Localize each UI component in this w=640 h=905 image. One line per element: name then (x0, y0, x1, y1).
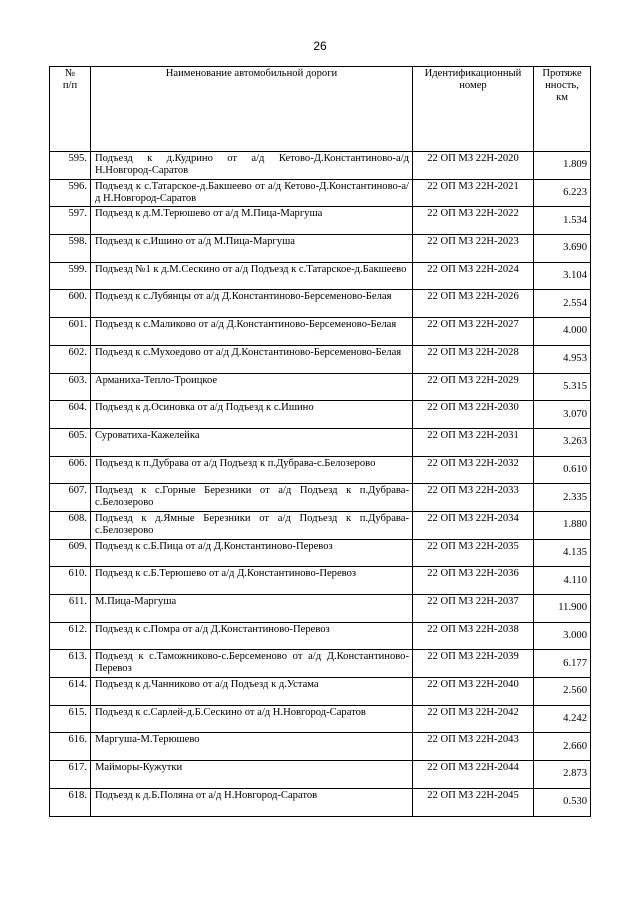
table-row (50, 318, 591, 346)
table-row (50, 456, 591, 484)
road-name: Подъезд к д.М.Терюшево от а/д М.Пица-Маргуша (91, 207, 413, 235)
road-identifier: 22 ОП МЗ 22Н-2034 (413, 511, 534, 539)
row-number: 603. (50, 373, 91, 401)
header-number: № п/п (50, 67, 91, 152)
road-name: Подъезд к с.Ишино от а/д М.Пица-Маргуша (91, 235, 413, 263)
road-length: 2.873 (534, 761, 591, 789)
table-row (50, 622, 591, 650)
table-row (50, 733, 591, 761)
row-number: 614. (50, 678, 91, 706)
road-length: 1.534 (534, 207, 591, 235)
row-number: 607. (50, 484, 91, 512)
road-length: 2.335 (534, 484, 591, 512)
road-identifier: 22 ОП МЗ 22Н-2042 (413, 705, 534, 733)
road-name: Подъезд к с.Маликово от а/д Д.Константиново-Берсеменово-Белая (91, 318, 413, 346)
table-header-row (50, 67, 591, 152)
road-name: Подъезд к с.Б.Терюшево от а/д Д.Константиново-Перевоз (91, 567, 413, 595)
row-number: 613. (50, 650, 91, 678)
table-body (50, 152, 591, 817)
table-row (50, 567, 591, 595)
row-number: 598. (50, 235, 91, 263)
row-number: 596. (50, 179, 91, 207)
road-name: Подъезд к с.Б.Пица от а/д Д.Константиново-Перевоз (91, 539, 413, 567)
road-name: Подъезд №1 к д.М.Сескино от а/д Подъезд к с.Татарское-д.Бакшеево (91, 262, 413, 290)
road-identifier: 22 ОП МЗ 22Н-2020 (413, 152, 534, 180)
road-identifier: 22 ОП МЗ 22Н-2032 (413, 456, 534, 484)
row-number: 606. (50, 456, 91, 484)
table-row (50, 428, 591, 456)
road-length: 2.554 (534, 290, 591, 318)
table-row (50, 539, 591, 567)
road-name: Подъезд к д.Кудрино от а/д Кетово-Д.Константиново-а/д Н.Новгород-Саратов (91, 152, 413, 180)
road-name: Маргуша-М.Терюшево (91, 733, 413, 761)
row-number: 600. (50, 290, 91, 318)
header-identifier: Идентификационный номер (413, 67, 534, 152)
row-number: 601. (50, 318, 91, 346)
road-length: 6.177 (534, 650, 591, 678)
table-row (50, 207, 591, 235)
road-identifier: 22 ОП МЗ 22Н-2036 (413, 567, 534, 595)
road-identifier: 22 ОП МЗ 22Н-2045 (413, 788, 534, 816)
road-identifier: 22 ОП МЗ 22Н-2038 (413, 622, 534, 650)
row-number: 618. (50, 788, 91, 816)
table-row (50, 152, 591, 180)
road-length: 3.070 (534, 401, 591, 429)
row-number: 615. (50, 705, 91, 733)
road-name: Подъезд к д.Чанниково от а/д Подъезд к д.Устама (91, 678, 413, 706)
row-number: 604. (50, 401, 91, 429)
road-identifier: 22 ОП МЗ 22Н-2028 (413, 345, 534, 373)
table-row (50, 788, 591, 816)
road-name: Подъезд к п.Дубрава от а/д Подъезд к п.Дубрава-с.Белозерово (91, 456, 413, 484)
row-number: 609. (50, 539, 91, 567)
table-row (50, 179, 591, 207)
road-identifier: 22 ОП МЗ 22Н-2033 (413, 484, 534, 512)
table-row (50, 650, 591, 678)
road-length: 2.660 (534, 733, 591, 761)
road-length: 0.530 (534, 788, 591, 816)
road-identifier: 22 ОП МЗ 22Н-2044 (413, 761, 534, 789)
road-identifier: 22 ОП МЗ 22Н-2031 (413, 428, 534, 456)
road-identifier: 22 ОП МЗ 22Н-2030 (413, 401, 534, 429)
table-row (50, 290, 591, 318)
row-number: 616. (50, 733, 91, 761)
road-identifier: 22 ОП МЗ 22Н-2027 (413, 318, 534, 346)
road-name: Подъезд к с.Горные Березники от а/д Подъезд к п.Дубрава-с.Белозерово (91, 484, 413, 512)
road-length: 0.610 (534, 456, 591, 484)
road-length: 4.135 (534, 539, 591, 567)
table-row (50, 373, 591, 401)
table-row (50, 484, 591, 512)
road-identifier: 22 ОП МЗ 22Н-2040 (413, 678, 534, 706)
road-length: 4.110 (534, 567, 591, 595)
road-name: Подъезд к с.Мухоедово от а/д Д.Константиново-Берсеменово-Белая (91, 345, 413, 373)
road-identifier: 22 ОП МЗ 22Н-2022 (413, 207, 534, 235)
row-number: 612. (50, 622, 91, 650)
road-name: Подъезд к с.Помра от а/д Д.Константиново-Перевоз (91, 622, 413, 650)
row-number: 599. (50, 262, 91, 290)
road-length: 3.263 (534, 428, 591, 456)
road-length: 4.000 (534, 318, 591, 346)
row-number: 617. (50, 761, 91, 789)
road-identifier: 22 ОП МЗ 22Н-2043 (413, 733, 534, 761)
table-row (50, 511, 591, 539)
row-number: 611. (50, 595, 91, 623)
road-length: 3.690 (534, 235, 591, 263)
table-row (50, 262, 591, 290)
row-number: 595. (50, 152, 91, 180)
road-name: Арманиха-Тепло-Троицкое (91, 373, 413, 401)
road-length: 11.900 (534, 595, 591, 623)
row-number: 597. (50, 207, 91, 235)
table-row (50, 595, 591, 623)
road-identifier: 22 ОП МЗ 22Н-2021 (413, 179, 534, 207)
road-identifier: 22 ОП МЗ 22Н-2035 (413, 539, 534, 567)
header-road-name: Наименование автомобильной дороги (91, 67, 413, 152)
row-number: 605. (50, 428, 91, 456)
road-identifier: 22 ОП МЗ 22Н-2023 (413, 235, 534, 263)
road-name: Подъезд к с.Таможниково-с.Берсеменово от а/д Д.Константиново-Перевоз (91, 650, 413, 678)
road-length: 2.560 (534, 678, 591, 706)
road-name: Майморы-Кужутки (91, 761, 413, 789)
road-name: Подъезд к д.Ямные Березники от а/д Подъезд к п.Дубрава-с.Белозерово (91, 511, 413, 539)
header-length: Протяже нность, км (534, 67, 591, 152)
road-identifier: 22 ОП МЗ 22Н-2039 (413, 650, 534, 678)
row-number: 608. (50, 511, 91, 539)
road-length: 5.315 (534, 373, 591, 401)
road-name: Подъезд к д.Осиновка от а/д Подъезд к с.Ишино (91, 401, 413, 429)
page-number: 26 (313, 39, 327, 53)
row-number: 610. (50, 567, 91, 595)
roads-table (49, 66, 591, 817)
road-name: Подъезд к с.Татарское-д.Бакшеево от а/д Кетово-Д.Константиново-а/д Н.Новгород-Саратов (91, 179, 413, 207)
road-identifier: 22 ОП МЗ 22Н-2037 (413, 595, 534, 623)
row-number: 602. (50, 345, 91, 373)
road-identifier: 22 ОП МЗ 22Н-2026 (413, 290, 534, 318)
table-row (50, 235, 591, 263)
road-identifier: 22 ОП МЗ 22Н-2029 (413, 373, 534, 401)
road-name: Подъезд к д.Б.Поляна от а/д Н.Новгород-Саратов (91, 788, 413, 816)
road-length: 4.242 (534, 705, 591, 733)
road-length: 1.809 (534, 152, 591, 180)
table-row (50, 345, 591, 373)
road-length: 3.104 (534, 262, 591, 290)
road-length: 4.953 (534, 345, 591, 373)
road-name: Суроватиха-Кажелейка (91, 428, 413, 456)
road-identifier: 22 ОП МЗ 22Н-2024 (413, 262, 534, 290)
table-row (50, 678, 591, 706)
table-row (50, 705, 591, 733)
road-length: 1.880 (534, 511, 591, 539)
road-name: Подъезд к с.Сарлей-д.Б.Сескино от а/д Н.Новгород-Саратов (91, 705, 413, 733)
table-row (50, 401, 591, 429)
road-name: Подъезд к с.Лубянцы от а/д Д.Константиново-Берсеменово-Белая (91, 290, 413, 318)
road-name: М.Пица-Маргуша (91, 595, 413, 623)
road-length: 3.000 (534, 622, 591, 650)
road-length: 6.223 (534, 179, 591, 207)
table-row (50, 761, 591, 789)
